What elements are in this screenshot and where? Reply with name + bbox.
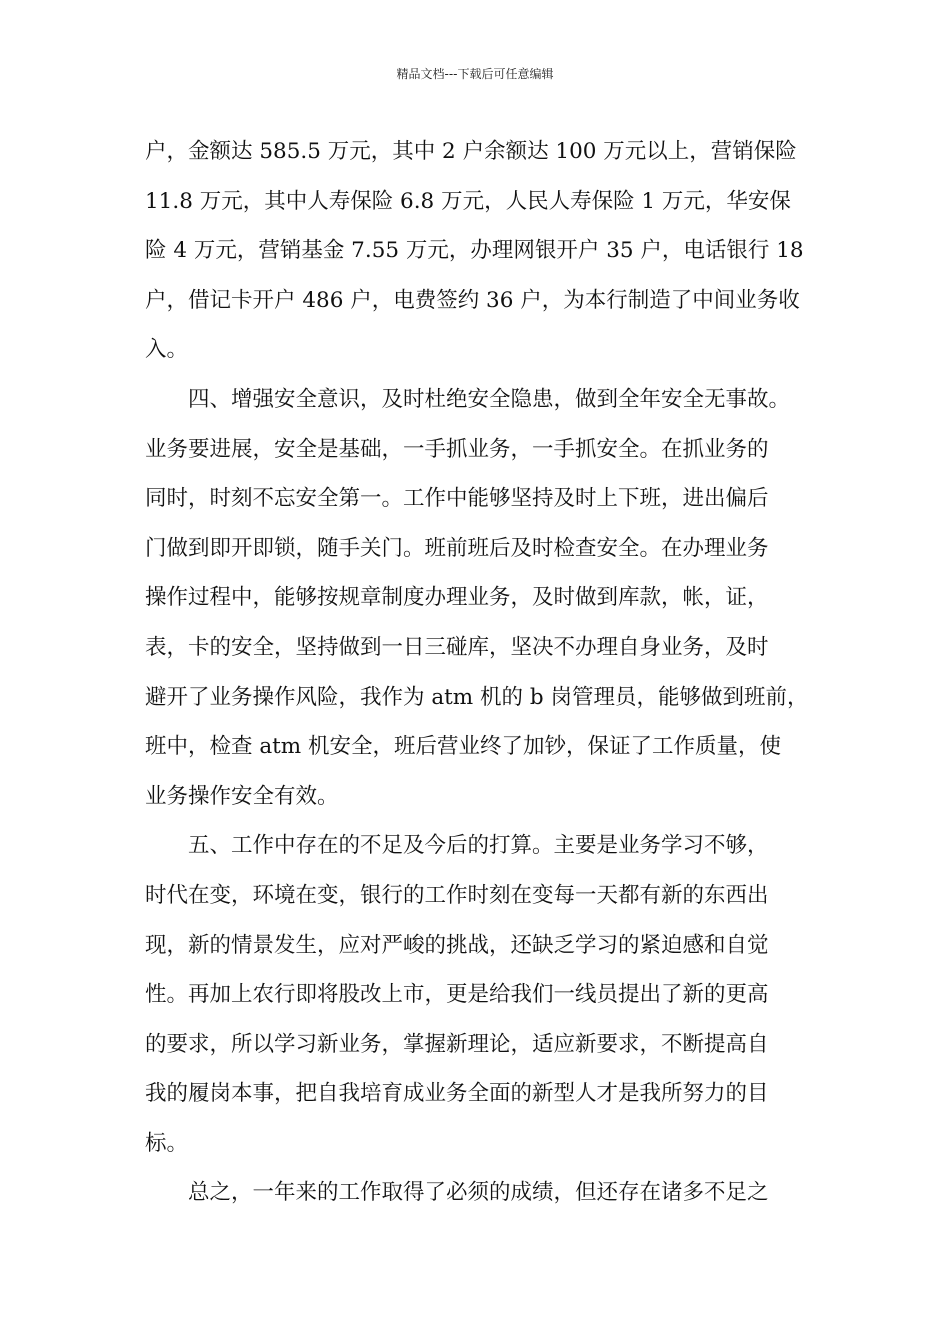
text-line: 避开了业务操作风险，我作为 atm 机的 b 岗管理员，能够做到班前， [145, 684, 809, 710]
text-line: 险 4 万元，营销基金 7.55 万元，办理网银开户 35 户，电话银行 18 [145, 238, 804, 264]
text-line: 入。 [145, 337, 189, 363]
text-line: 门做到即开即锁，随手关门。班前班后及时检查安全。在办理业务 [145, 535, 769, 561]
text-line: 户，借记卡开户 486 户，电费签约 36 户，为本行制造了中间业务收 [145, 287, 800, 313]
text-line: 操作过程中，能够按规章制度办理业务，及时做到库款，帐，证， [145, 585, 769, 611]
text-line: 同时，时刻不忘安全第一。工作中能够坚持及时上下班，进出偏后 [145, 486, 769, 512]
paragraph-4 [145, 1168, 815, 1218]
text-line: 时代在变，环境在变，银行的工作时刻在变每一天都有新的东西出 [145, 882, 769, 908]
text-line: 业务操作安全有效。 [145, 783, 339, 809]
text-line: 标。 [145, 1130, 189, 1156]
text-line: 五、工作中存在的不足及今后的打算。主要是业务学习不够， [188, 833, 769, 859]
document-body [145, 127, 815, 1218]
text-line: 的要求，所以学习新业务，掌握新理论，适应新要求，不断提高自 [145, 1031, 769, 1057]
text-line: 我的履岗本事，把自我培育成业务全面的新型人才是我所努力的目 [145, 1081, 769, 1107]
paragraph-3 [145, 821, 815, 1168]
text-line: 班中，检查 atm 机安全，班后营业终了加钞，保证了工作质量，使 [145, 734, 782, 760]
text-line: 户，金额达 585.5 万元，其中 2 户余额达 100 万元以上，营销保险 [145, 139, 797, 164]
text-line: 总之，一年来的工作取得了必须的成绩，但还存在诸多不足之 [188, 1180, 769, 1206]
paragraph-2 [145, 375, 815, 821]
text-line: 现，新的情景发生，应对严峻的挑战，还缺乏学习的紧迫感和自觉 [145, 932, 769, 958]
text-line: 业务要进展，安全是基础，一手抓业务，一手抓安全。在抓业务的 [145, 436, 769, 462]
text-line: 四、增强安全意识，及时杜绝安全隐患，做到全年安全无事故。 [188, 386, 791, 412]
text-line: 性。再加上农行即将股改上市，更是给我们一线员提出了新的更高 [145, 982, 769, 1008]
text-line: 表，卡的安全，坚持做到一日三碰库，坚决不办理自身业务，及时 [145, 634, 769, 660]
paragraph-1 [145, 127, 815, 375]
page-header: 精品文档---下载后可任意编辑 [396, 67, 554, 81]
text-line: 11.8 万元，其中人寿保险 6.8 万元，人民人寿保险 1 万元，华安保 [145, 188, 791, 214]
